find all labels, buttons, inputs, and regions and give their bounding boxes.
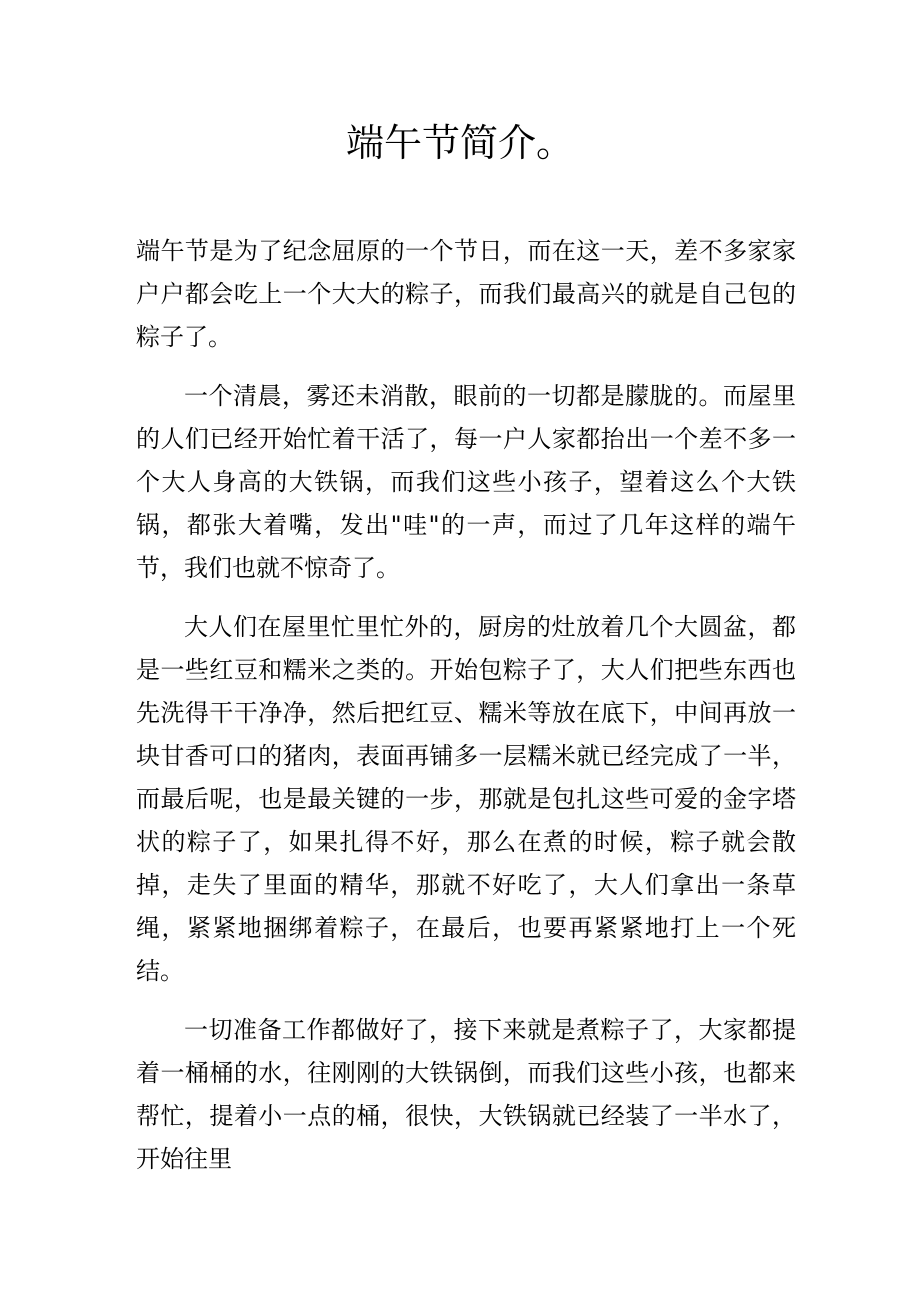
document-body [136, 230, 796, 1197]
document-title: 端午节简介。 [345, 121, 574, 165]
paragraph-1: 端午节是为了纪念屈原的一个节日，而在这一天，差不多家家户户都会吃上一个大大的粽子，而我们最高兴的就是自己包的粽子了。 [136, 237, 796, 351]
paragraph-3: 大人们在屋里忙里忙外的，厨房的灶放着几个大圆盆，都是一些红豆和糯米之类的。开始包粽子了，大人们把些东西也先洗得干干净净，然后把红豆、糯米等放在底下，中间再放一块甘香可口的猪肉，表面再铺多一层糯米就已经完成了一半，而最后呢，也是最关键的一步，那就是包扎这些可爱的金字塔状的粽子了，如果扎得不好，那么在煮的时候，粽子就会散掉，走失了里面的精华，那就不好吃了，大人们拿出一条草绳，紧紧地捆绑着粽子，在最后，也要再紧紧地打上一个死结。 [136, 613, 796, 985]
paragraph-4: 一切准备工作都做好了，接下来就是煮粽子了，大家都提着一桶桶的水，往刚刚的大铁锅倒，而我们这些小孩，也都来帮忙，提着小一点的桶，很快，大铁锅就已经装了一半水了，开始往里 [136, 1016, 796, 1173]
paragraph-2: 一个清晨，雾还未消散，眼前的一切都是朦胧的。而屋里的人们已经开始忙着干活了，每一户人家都抬出一个差不多一个大人身高的大铁锅，而我们这些小孩子，望着这么个大铁锅，都张大着嘴，发出"哇"的一声，而过了几年这样的端午节，我们也就不惊奇了。 [136, 382, 796, 582]
